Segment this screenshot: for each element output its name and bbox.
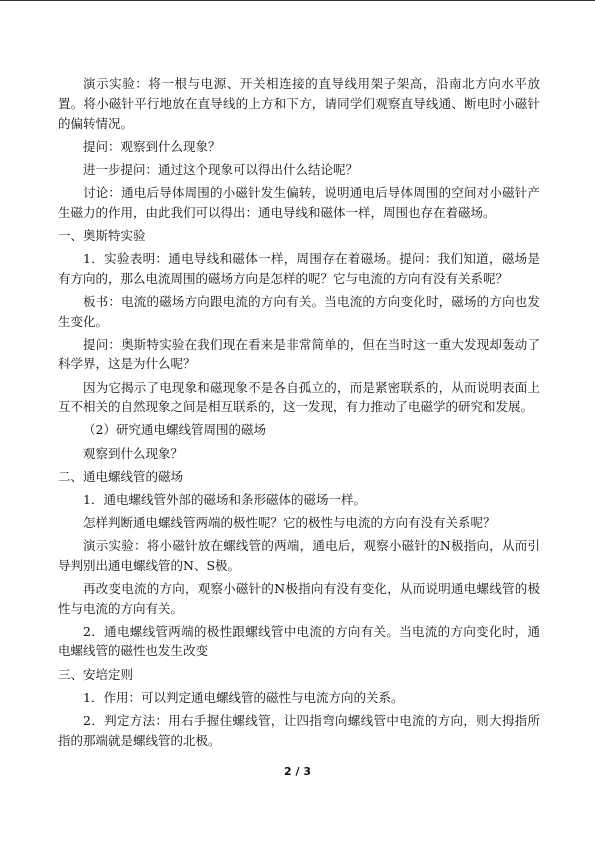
paragraph-experiment-shows: 1．实验表明：通电导线和磁体一样，周围存在着磁场。提问：我们知道，磁场是有方向的，那么电流周围的磁场方向是怎样的呢？它与电流的方向有没有关系呢？ (58, 250, 540, 286)
section-heading-solenoid: 二、通电螺线管的磁场 (58, 468, 184, 484)
page-number: 2 / 3 (284, 765, 311, 778)
paragraph-explanation: 因为它揭示了电现象和磁现象不是各自孤立的，而是紧密联系的，从而说明表面上互不相关的自然现象之间是相互联系的，这一发现，有力推动了电磁学的研究和发展。 (58, 379, 540, 415)
paragraph-solenoid-study: （2）研究通电螺线管周围的磁场 (83, 422, 266, 438)
paragraph-demo-experiment: 演示实验：将一根与电源、开关相连接的直导线用架子架高，沿南北方向水平放置。将小磁针平行地放在直导线的上方和下方，请同学们观察直导线通、断电时小磁针的偏转情况。 (58, 76, 540, 131)
paragraph-question-significance: 提问：奥斯特实验在我们现在看来是非常简单的，但在当时这一重大发现却轰动了科学界，这是为什么呢？ (58, 336, 540, 372)
paragraph-solenoid-field: 1．通电螺线管外部的磁场和条形磁体的磁场一样。 (83, 491, 366, 507)
paragraph-polarity-current: 2．通电螺线管两端的极性跟螺线管中电流的方向有关。当电流的方向变化时，通电螺线管的磁性也发生改变 (58, 623, 540, 659)
paragraph-observe: 观察到什么现象？ (83, 445, 184, 461)
paragraph-blackboard-note: 板书：电流的磁场方向跟电流的方向有关。当电流的方向变化时，磁场的方向也发生变化。 (58, 293, 540, 329)
paragraph-further-question: 进一步提问：通过这个现象可以得出什么结论呢？ (83, 161, 359, 177)
paragraph-question-phenomenon: 提问：观察到什么现象？ (83, 138, 221, 154)
paragraph-reverse-current: 再改变电流的方向，观察小磁针的N极指向有没有变化，从而说明通电螺线管的极性与电流的方向有关。 (58, 580, 540, 616)
section-heading-ampere-rule: 三、安培定则 (58, 666, 134, 682)
paragraph-rule-method: 2．判定方法：用右手握住螺线管，让四指弯向螺线管中电流的方向，则大拇指所指的那端就是螺线管的北极。 (58, 712, 540, 748)
paragraph-discussion: 讨论：通电后导体周围的小磁针发生偏转，说明通电后导体周围的空间对小磁针产生磁力的作用，由此我们可以得出：通电导线和磁体一样，周围也存在着磁场。 (58, 184, 540, 220)
page-top-rule (0, 0, 595, 1)
paragraph-solenoid-demo: 演示实验：将小磁针放在螺线管的两端，通电后，观察小磁针的N极指向，从而引导判别出通电螺线管的N、S极。 (58, 537, 540, 573)
paragraph-rule-purpose: 1．作用：可以判定通电螺线管的磁性与电流方向的关系。 (83, 689, 404, 705)
section-heading-oersted: 一、奥斯特实验 (58, 227, 146, 243)
document-body (58, 74, 540, 754)
paragraph-polarity-question: 怎样判断通电螺线管两端的极性呢？它的极性与电流的方向有没有关系呢？ (83, 514, 496, 530)
